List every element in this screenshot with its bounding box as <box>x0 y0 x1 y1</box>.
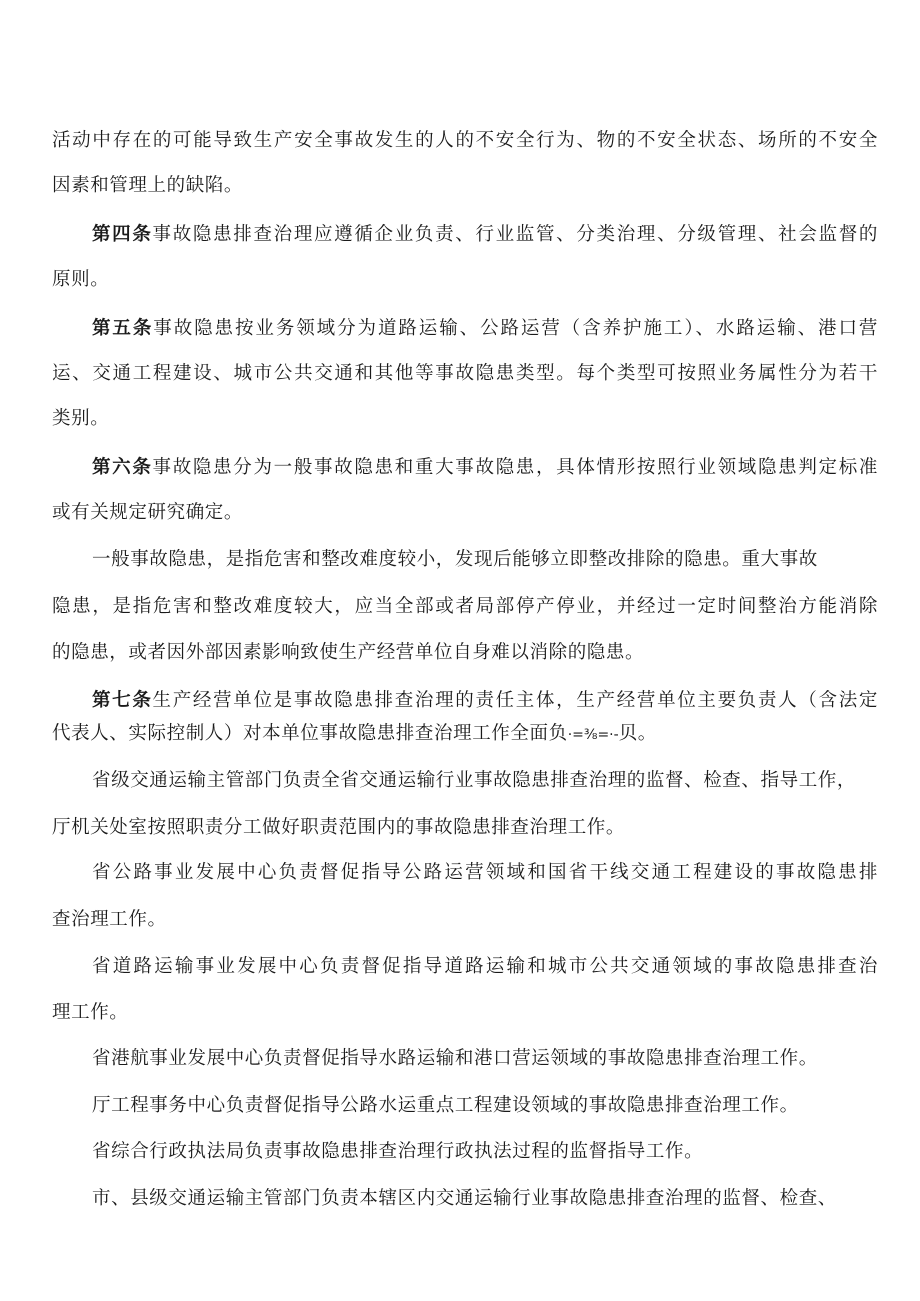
paragraph-line: 市、县级交通运输主管部门负责本辖区内交通运输行业事故隐患排查治理的监督、检查、 <box>92 1188 837 1209</box>
article-7-line <box>92 688 878 714</box>
paragraph-line: 省公路事业发展中心负责督促指导公路运营领域和国省干线交通工程建设的事故隐患排 <box>92 862 878 883</box>
article-heading: 第四条 <box>92 224 153 245</box>
paragraph-line: 省级交通运输主管部门负责全省交通运输行业事故隐患排查治理的监督、检查、指导工作， <box>92 770 857 791</box>
article-5-line <box>92 316 878 342</box>
paragraph-line <box>52 721 657 748</box>
paragraph-line: 或有关规定研究确定。 <box>52 502 244 523</box>
paragraph-line: 省综合行政执法局负责事故隐患排查治理行政执法过程的监督指导工作。 <box>92 1141 704 1162</box>
article-text: 生产经营单位是事故隐患排查治理的责任主体，生产经营单位主要负责人（含法定 <box>152 690 878 711</box>
paragraph-line: 厅机关处室按照职责分工做好职责范围内的事故隐患排查治理工作。 <box>52 817 626 838</box>
paragraph-line: 类别。 <box>52 408 110 429</box>
paragraph-line: 省港航事业发展中心负责督促指导水路运输和港口营运领域的事故隐患排查治理工作。 <box>92 1048 818 1069</box>
article-text: 事故隐患分为一般事故隐患和重大事故隐患，具体情形按照行业领域隐患判定标准 <box>152 457 878 478</box>
paragraph-line: 一般事故隐患，是指危害和整改难度较小，发现后能够立即整改排除的隐患。重大事故 <box>92 549 818 570</box>
line-text: 代表人、实际控制人）对本单位事故隐患排查治理工作全面负 <box>52 723 568 744</box>
paragraph-line: 因素和管理上的缺陷。 <box>52 175 244 196</box>
paragraph-line: 隐患，是指危害和整改难度较大，应当全部或者局部停产停业，并经过一定时间整治方能消除 <box>52 596 878 617</box>
article-6-line <box>92 455 878 481</box>
garbled-text: ·=⅜=·- <box>567 727 619 743</box>
paragraph-line: 活动中存在的可能导致生产安全事故发生的人的不安全行为、物的不安全状态、场所的不安全 <box>52 130 878 151</box>
article-heading: 第五条 <box>92 318 154 339</box>
line-tail: 贝。 <box>618 723 657 744</box>
paragraph-line: 原则。 <box>52 269 110 290</box>
paragraph-line: 厅工程事务中心负责督促指导公路水运重点工程建设领域的事故隐患排查治理工作。 <box>92 1095 799 1116</box>
article-text: 事故隐患排查治理应遵循企业负责、行业监管、分类治理、分级管理、社会监督的 <box>152 224 878 245</box>
article-heading: 第七条 <box>92 690 153 711</box>
paragraph-line: 的隐患，或者因外部因素影响致使生产经营单位自身难以消除的隐患。 <box>52 642 645 663</box>
article-text: 事故隐患按业务领域分为道路运输、公路运营（含养护施工）、水路运输、港口营 <box>153 318 878 339</box>
paragraph-line: 理工作。 <box>52 1002 129 1023</box>
paragraph-line: 省道路运输事业发展中心负责督促指导道路运输和城市公共交通领域的事故隐患排查治 <box>92 956 878 977</box>
article-4-line <box>92 222 878 248</box>
paragraph-line: 查治理工作。 <box>52 909 167 930</box>
article-heading: 第六条 <box>92 457 153 478</box>
paragraph-line: 运、交通工程建设、城市公共交通和其他等事故隐患类型。每个类型可按照业务属性分为若干 <box>52 363 878 384</box>
